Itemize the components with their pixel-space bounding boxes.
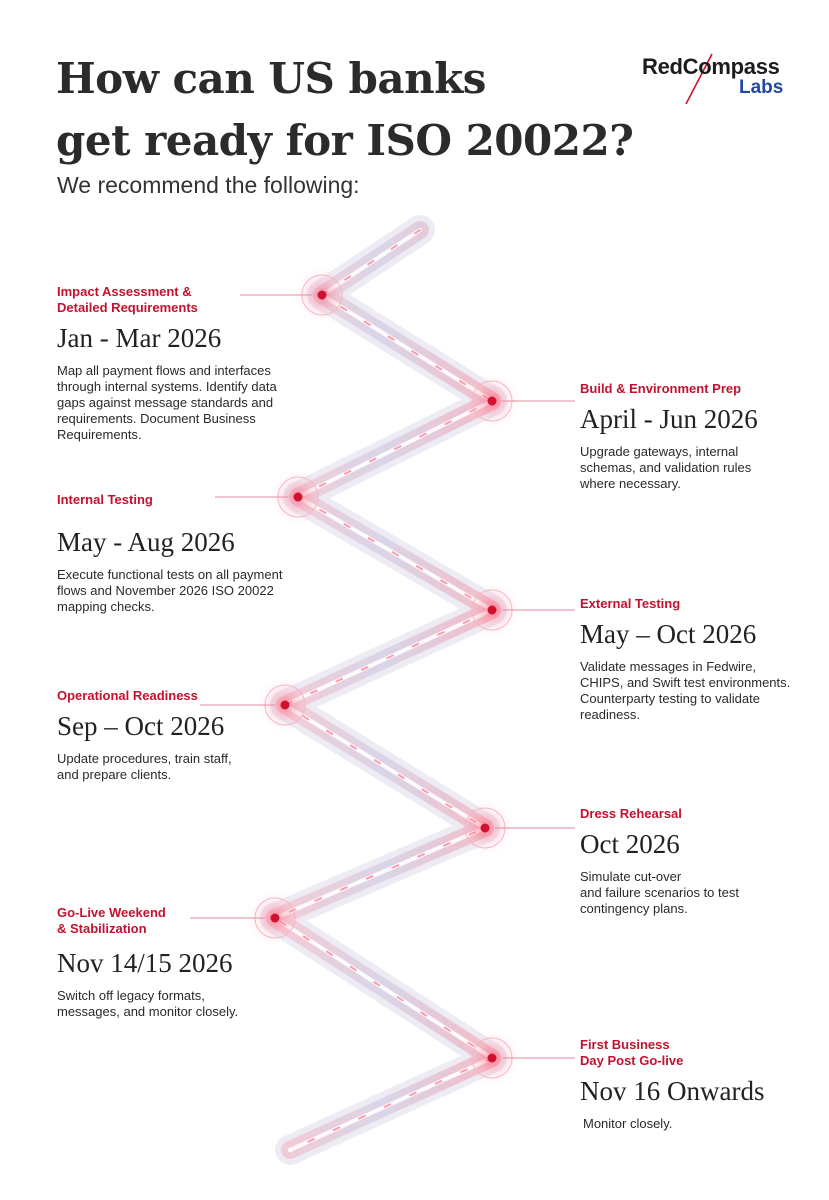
step-description-line: mapping checks. — [57, 599, 155, 614]
step-heading-line: External Testing — [580, 596, 681, 611]
step-heading-line: First Business — [580, 1037, 670, 1052]
step-date: May – Oct 2026 — [580, 619, 757, 649]
step-date: Nov 14/15 2026 — [57, 948, 233, 978]
step-description-line: Simulate cut-over — [580, 869, 682, 884]
step-heading — [580, 806, 739, 822]
step-heading — [580, 1037, 764, 1069]
step-description-line: messages, and monitor closely. — [57, 1004, 239, 1019]
logo-name: RedCompass — [642, 54, 780, 79]
step-description-line: Execute functional tests on all payment — [57, 567, 283, 582]
step-heading — [580, 596, 790, 612]
title-line: How can US banks — [56, 54, 486, 103]
step-operational-readiness — [57, 688, 232, 783]
step-heading-line: Internal Testing — [57, 492, 153, 507]
step-heading-line: Go-Live Weekend — [57, 905, 166, 920]
step-description-line: requirements. Document Business — [57, 411, 256, 426]
page-subtitle: We recommend the following: — [57, 172, 360, 198]
step-description-line: Requirements. — [57, 427, 142, 442]
step-heading — [57, 492, 282, 508]
step-description-line: CHIPS, and Swift test environments. — [580, 675, 791, 690]
timeline-node — [455, 798, 575, 858]
step-description-line: schemas, and validation rules — [580, 460, 752, 475]
step-description-line: Switch off legacy formats, — [57, 988, 205, 1003]
step-description-line: Monitor closely. — [583, 1116, 673, 1131]
step-date: Sep – Oct 2026 — [57, 711, 225, 741]
title-line: get ready for ISO 20022? — [56, 116, 634, 165]
step-heading-line: Dress Rehearsal — [580, 806, 682, 821]
step-dress-rehearsal — [580, 806, 739, 917]
step-description-line: and failure scenarios to test — [580, 885, 739, 900]
step-description-line: Counterparty testing to validate — [580, 691, 760, 706]
step-build-environment — [580, 381, 758, 492]
logo-sub: Labs — [739, 77, 784, 98]
step-description — [57, 567, 282, 615]
step-heading — [57, 688, 232, 704]
step-heading-line: Impact Assessment & — [57, 284, 192, 299]
step-heading-line: & Stabilization — [57, 921, 147, 936]
step-description-line: contingency plans. — [580, 901, 688, 916]
timeline-node — [462, 371, 575, 431]
step-description-line: Validate messages in Fedwire, — [580, 659, 757, 674]
step-description — [57, 751, 232, 783]
step-heading-line: Day Post Go-live — [580, 1053, 684, 1068]
step-description-line: through internal systems. Identify data — [57, 379, 277, 394]
step-description-line: Upgrade gateways, internal — [580, 444, 739, 459]
step-internal-testing — [57, 492, 282, 615]
step-date: Oct 2026 — [580, 829, 680, 859]
step-date: Jan - Mar 2026 — [57, 323, 222, 353]
step-description-line: where necessary. — [580, 476, 681, 491]
timeline-node — [462, 1028, 575, 1088]
step-description-line: Map all payment flows and interfaces — [57, 363, 271, 378]
step-heading-line: Build & Environment Prep — [580, 381, 742, 396]
step-description-line: and prepare clients. — [57, 767, 172, 782]
step-impact-assessment — [57, 284, 277, 443]
step-description — [583, 1116, 764, 1132]
step-date: April - Jun 2026 — [580, 404, 758, 434]
timeline-node — [462, 580, 575, 640]
step-heading — [57, 284, 277, 316]
step-description — [57, 363, 277, 443]
step-heading-line: Detailed Requirements — [57, 300, 198, 315]
step-description — [57, 988, 238, 1020]
step-description-line: gaps against message standards and — [57, 395, 274, 410]
step-description — [580, 444, 758, 492]
step-date: May - Aug 2026 — [57, 527, 235, 557]
step-date: Nov 16 Onwards — [580, 1076, 765, 1106]
step-heading-line: Operational Readiness — [57, 688, 198, 703]
step-description-line: readiness. — [580, 707, 640, 722]
step-description-line: flows and November 2026 ISO 20022 — [57, 583, 274, 598]
step-description — [580, 659, 790, 723]
step-go-live-weekend — [57, 905, 238, 1020]
step-description — [580, 869, 739, 917]
step-heading — [580, 381, 758, 397]
step-description-line: Update procedures, train staff, — [57, 751, 232, 766]
step-external-testing — [580, 596, 790, 723]
step-first-business-day — [580, 1037, 764, 1132]
step-heading — [57, 905, 238, 937]
